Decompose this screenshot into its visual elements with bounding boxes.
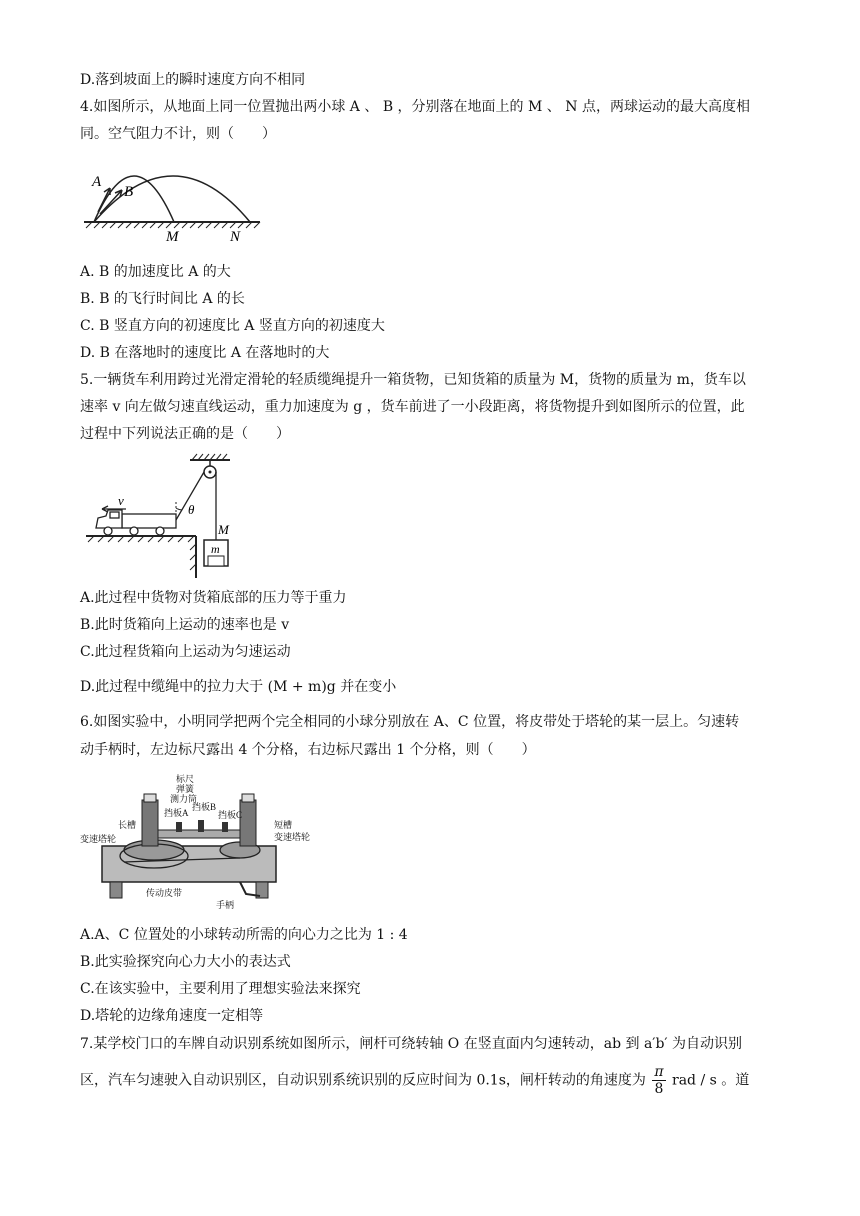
fraction-denominator: 8 [654, 1081, 664, 1097]
label-small-m: m [211, 542, 220, 556]
q6-centripetal-apparatus-figure [80, 770, 311, 910]
ceiling-hatch [190, 454, 230, 460]
q6-option-a: A.A、C 位置处的小球转动所需的向心力之比为 1 : 4 [80, 927, 408, 943]
label-duancao: 短槽 [274, 820, 293, 830]
q5-option-d: D.此过程中缆绳中的拉力大于 (M + m)g 并在变小 [80, 679, 397, 695]
velocity-arrow-a [98, 188, 110, 212]
q4-stem-line2: 同。空气阻力不计，则（ ） [80, 126, 276, 142]
label-tanhuang: 弹簧 [176, 784, 195, 794]
label-handle: 手柄 [216, 900, 235, 910]
right-cylinder [240, 800, 256, 846]
q5-option-c: C.此过程货箱向上运动为匀速运动 [80, 644, 291, 660]
truck [96, 510, 176, 535]
q5-truck-pulley-figure [84, 452, 240, 580]
label-biaochi: 标尺 [176, 774, 195, 784]
q7-stem-line2-b: rad / s 。道 [672, 1072, 750, 1089]
q4-option-b: B. B 的飞行时间比 A 的长 [80, 291, 245, 307]
q5-option-a: A.此过程中货物对货箱底部的压力等于重力 [80, 590, 347, 606]
label-dangban-a: 挡板A [164, 808, 189, 818]
q6-stem-line1: 6.如图实验中，小明同学把两个完全相同的小球分别放在 A、C 位置，将皮带处于塔轮的某一层上。匀速转 [80, 714, 740, 730]
angular-velocity-fraction [652, 1064, 665, 1097]
ground-hatch [86, 536, 196, 578]
label-m: M [166, 229, 179, 245]
q5-stem-line1: 5.一辆货车利用跨过光滑定滑轮的轻质缆绳提升一箱货物，已知货箱的质量为 M，货物的质量为 m，货车以 [80, 372, 746, 388]
q6-option-b: B.此实验探究向心力大小的表达式 [80, 954, 291, 970]
trajectory-a [94, 176, 174, 222]
q4-projectile-figure [82, 148, 262, 244]
q6-option-d: D.塔轮的边缘角速度一定相等 [80, 1008, 264, 1024]
label-left-wheel: 变速塔轮 [80, 834, 117, 844]
left-cylinder [142, 800, 158, 846]
label-b: B [124, 184, 134, 200]
label-big-m: M [218, 522, 229, 537]
label-v: v [118, 493, 124, 508]
q5-stem-line3: 过程中下列说法正确的是（ ） [80, 426, 290, 442]
q5-option-b: B.此时货箱向上运动的速率也是 v [80, 617, 290, 633]
label-right-wheel: 变速塔轮 [274, 832, 311, 842]
q5-stem-line2: 速率 v 向左做匀速直线运动，重力加速度为 g ，货车前进了一小段距离，将货物提升到如图所示的位置，此 [80, 399, 745, 415]
label-theta: θ [188, 502, 195, 517]
q4-option-a: A. B 的加速度比 A 的大 [80, 264, 231, 280]
q6-option-c: C.在该实验中，主要利用了理想实验法来探究 [80, 981, 361, 997]
label-dangban-c: 挡板C [218, 810, 243, 820]
q6-stem-line2: 动手柄时，左边标尺露出 4 个分格，右边标尺露出 1 个分格，则（ ） [80, 742, 536, 758]
label-celitong: 测力筒 [170, 794, 198, 804]
q4-stem-line1: 4.如图所示，从地面上同一位置抛出两小球 A 、 B ，分别落在地面上的 M 、 N 点，两球运动的最大高度相 [80, 99, 750, 115]
q3-option-d: D.落到坡面上的瞬时速度方向不相同 [80, 72, 306, 88]
q4-option-c: C. B 竖直方向的初速度比 A 竖直方向的初速度大 [80, 318, 385, 334]
label-changcao: 长槽 [118, 820, 137, 830]
q7-stem-line2 [80, 1064, 749, 1097]
q7-stem-line2-a: 区，汽车匀速驶入自动识别区，自动识别系统识别的反应时间为 0.1s，闸杆转动的角速度为 [80, 1072, 646, 1089]
label-n: N [230, 229, 241, 245]
q4-option-d: D. B 在落地时的速度比 A 在落地时的大 [80, 345, 330, 361]
q7-stem-line1: 7.某学校门口的车牌自动识别系统如图所示，闸杆可绕转轴 O 在竖直面内匀速转动，ab 到 a′b′ 为自动识别 [80, 1036, 743, 1052]
label-belt: 传动皮带 [146, 888, 183, 898]
fraction-numerator: π [654, 1064, 664, 1080]
trajectory-b [94, 176, 250, 222]
label-a: A [92, 174, 102, 190]
label-dangban-b: 挡板B [192, 802, 217, 812]
ground-hatch [84, 222, 260, 228]
